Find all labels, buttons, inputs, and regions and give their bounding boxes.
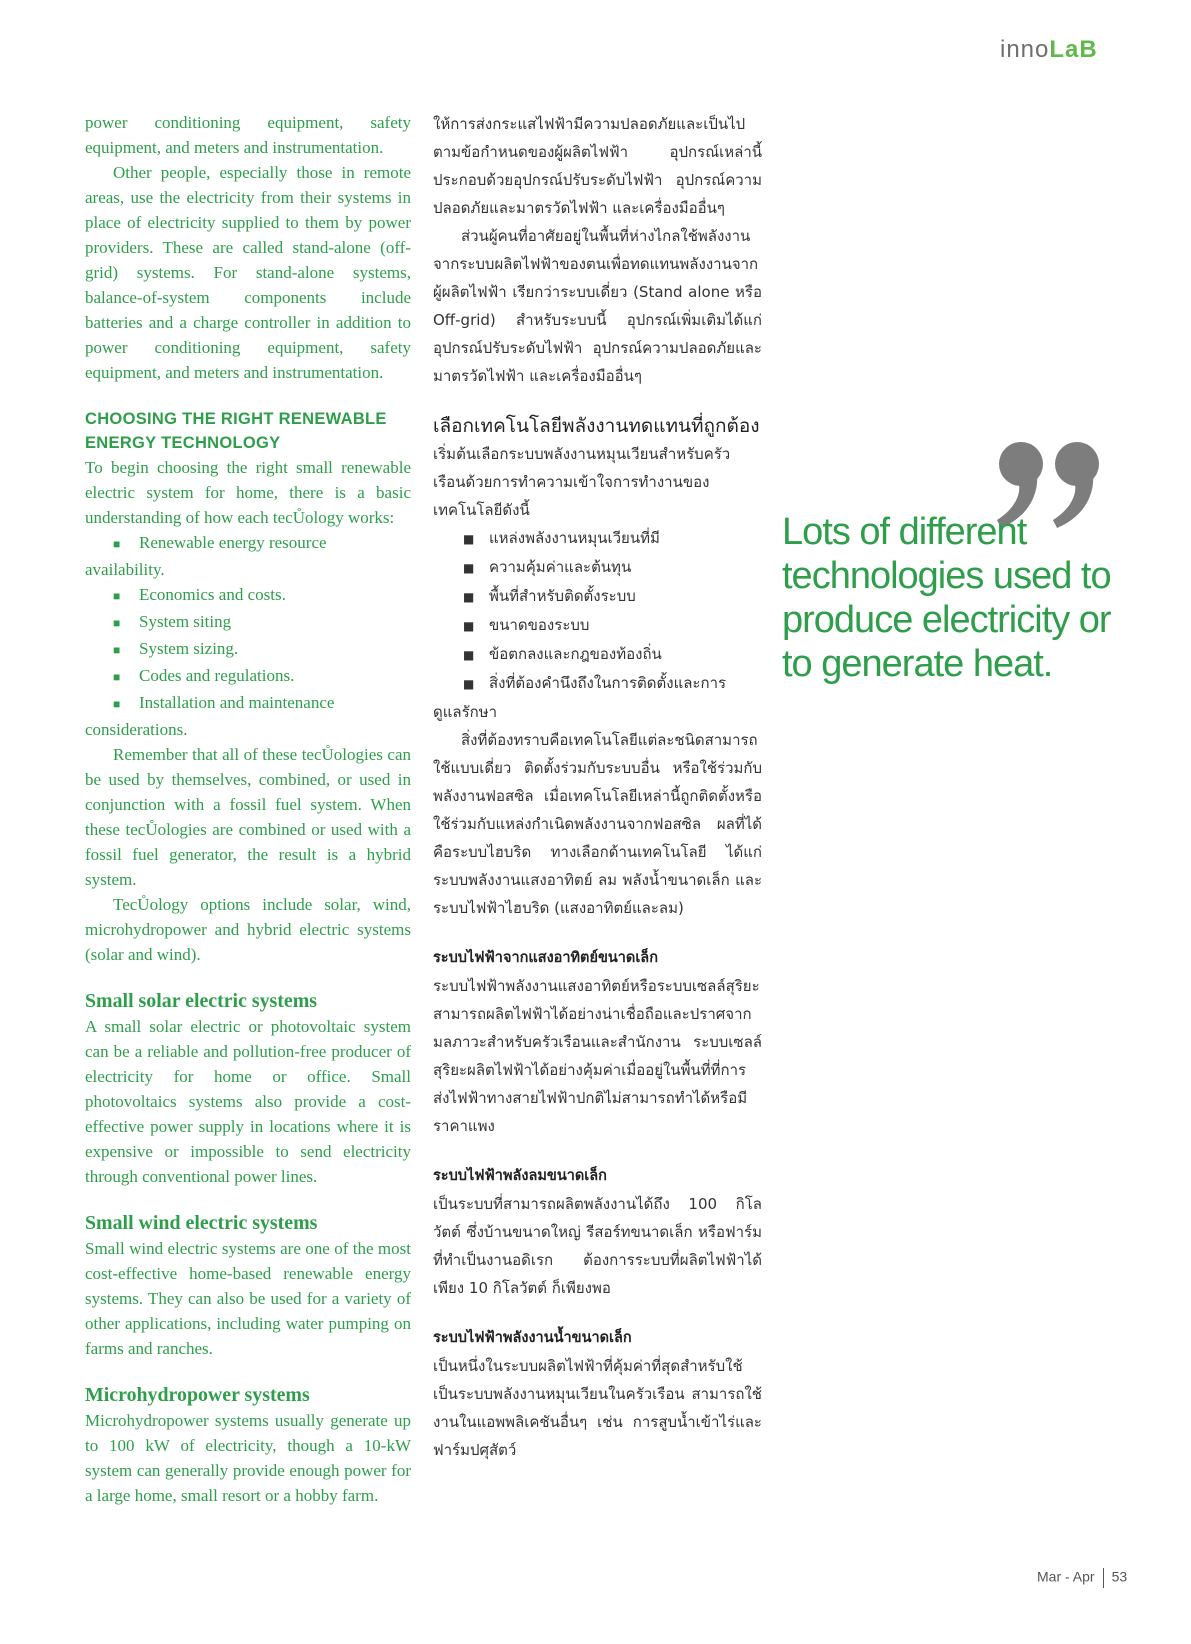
bullet-continuation: availability. <box>85 560 165 579</box>
bullet-marker: ■ <box>113 697 121 711</box>
logo-text-inno: inno <box>1000 36 1050 63</box>
bullet-item <box>433 611 762 640</box>
issue-label: Mar - Apr <box>1037 1568 1095 1585</box>
spacer <box>433 390 762 412</box>
bullet-text: ขนาดของระบบ <box>489 616 590 634</box>
bullet-marker: ■ <box>113 537 121 551</box>
spacer <box>85 1189 411 1211</box>
bullet-item <box>85 636 411 663</box>
bullet-text: Installation and maintenance <box>139 693 335 712</box>
en-paragraph: power conditioning equipment, safety equipment, and meters and instrumentation. <box>85 113 411 157</box>
innolab-logo <box>1000 36 1098 64</box>
bullet-item <box>433 669 762 698</box>
bullet-marker: ■ <box>463 677 475 691</box>
bullet-text: Renewable energy resource <box>139 533 327 552</box>
en-paragraph: Other people, especially those in remote areas, use the electricity from their systems in place of electricity supplied to them by power providers. These are called stand-alone (off-grid) systems. For stand-alone systems, balance-of-system components include batteries and a charge controller in addition to power conditioning equipment, safety equipment, and meters and instrumentation. <box>85 163 411 382</box>
bullet-text: System siting <box>139 612 232 631</box>
spacer <box>433 922 762 944</box>
section-heading: CHOOSING THE RIGHT RENEWABLE ENERGY TECHNOLOGY <box>85 410 387 452</box>
bullet-marker: ■ <box>463 532 475 546</box>
thai-column <box>433 110 762 1464</box>
section-heading-thai: เลือกเทคโนโลยีพลังงานทดแทนที่ถูกต้อง <box>433 415 760 437</box>
en-paragraph: Microhydropower systems usually generate up to 100 kW of electricity, though a 10-kW system can generally provide enough power for a large home, small resort or a hobby farm. <box>85 1411 411 1505</box>
subsection-heading: Small wind electric systems <box>85 1212 318 1234</box>
bullet-text: แหล่งพลังงานหมุนเวียนที่มี <box>489 529 660 547</box>
bullet-item <box>433 553 762 582</box>
en-paragraph: To begin choosing the right small renewable electric system for home, there is a basic understanding of how each tecŮology works: <box>85 458 411 527</box>
bullet-marker: ■ <box>463 648 475 662</box>
bullet-marker: ■ <box>463 561 475 575</box>
bullet-text: Economics and costs. <box>139 585 286 604</box>
bullet-text: สิ่งที่ต้องคำนึงถึงในการติดตั้งและการ <box>489 674 727 692</box>
subsection-heading-thai: ระบบไฟฟ้าพลังลมขนาดเล็ก <box>433 1168 607 1184</box>
bullet-item <box>433 640 762 669</box>
bullet-continuation: considerations. <box>85 720 188 739</box>
bullet-marker: ■ <box>463 590 475 604</box>
bullet-text: พื้นที่สำหรับติดตั้งระบบ <box>489 587 636 605</box>
en-paragraph: TecŮology options include solar, wind, microhydropower and hybrid electric systems (solar and wind). <box>85 895 411 964</box>
th-paragraph: ส่วนผู้คนที่อาศัยอยู่ในพื้นที่ห่างไกลใช้พลังงานจากระบบผลิตไฟฟ้าของตนเพื่อทดแทนพลังงานจากผู้ผลิตไฟฟ้า เรียกว่าระบบเดี่ยว (Stand alone หรือ Off-grid) สำหรับระบบนี้ อุปกรณ์เพิ่มเติมได้แก่อุปกรณ์ปรับระดับไฟฟ้า อุปกรณ์ความปลอดภัยและมาตรวัดไฟฟ้า และเครื่องมืออื่นๆ <box>433 227 762 385</box>
subsection-heading-thai: ระบบไฟฟ้าพลังงานน้ำขนาดเล็ก <box>433 1330 632 1346</box>
page-number: 53 <box>1111 1568 1128 1585</box>
bullet-item <box>85 530 411 557</box>
bullet-item <box>433 582 762 611</box>
th-paragraph: สิ่งที่ต้องทราบคือเทคโนโลยีแต่ละชนิดสามารถใช้แบบเดี่ยว ติดตั้งร่วมกับระบบอื่น หรือใช้ร่วมกับพลังงานฟอสซิล เมื่อเทคโนโลยีเหล่านี้ถูกติดตั้งหรือใช้ร่วมกับแหล่งกำเนิดพลังงานจากฟอสซิล ผลที่ได้คือระบบไฮบริด ทางเลือกด้านเทคโนโลยี ได้แก่ ระบบพลังงานแสงอาทิตย์ ลม พลังน้ำขนาดเล็ก และระบบไฟฟ้าไฮบริด (แสงอาทิตย์และลม) <box>433 731 762 917</box>
en-paragraph: A small solar electric or photovoltaic system can be a reliable and pollution-free producer of electricity for home or office. Small photovoltaics systems also provide a cost-effective power supply in locations where it is expensive or impossible to send electricity through conventional power lines. <box>85 1017 411 1186</box>
page-footer <box>1037 1568 1127 1588</box>
en-paragraph: Remember that all of these tecŮologies can be used by themselves, combined, or used in conjunction with a fossil fuel system. When these tecŮologies are combined or used with a fossil fuel generator, the result is a hybrid system. <box>85 745 411 889</box>
subsection-heading: Small solar electric systems <box>85 990 317 1012</box>
bullet-marker: ■ <box>113 643 121 657</box>
subsection-heading: Microhydropower systems <box>85 1384 310 1406</box>
th-paragraph: เป็นหนึ่งในระบบผลิตไฟฟ้าที่คุ้มค่าที่สุดสำหรับใช้เป็นระบบพลังงานหมุนเวียนในครัวเรือน สามารถใช้งานในแอพพลิเคชันอื่นๆ เช่น การสูบน้ำเข้าไร่และฟาร์มปศุสัตว์ <box>433 1357 762 1459</box>
bullet-marker: ■ <box>113 616 121 630</box>
th-paragraph: ให้การส่งกระแสไฟฟ้ามีความปลอดภัยและเป็นไปตามข้อกำหนดของผู้ผลิตไฟฟ้า อุปกรณ์เหล่านี้ประกอบด้วยอุปกรณ์ปรับระดับไฟฟ้า อุปกรณ์ความปลอดภัยและมาตรวัดไฟฟ้า และเครื่องมืออื่นๆ <box>433 115 762 217</box>
bullet-marker: ■ <box>463 619 475 633</box>
bullet-marker: ■ <box>113 589 121 603</box>
bullet-item <box>85 690 411 717</box>
bullet-continuation: ดูแลรักษา <box>433 703 498 721</box>
spacer <box>85 1361 411 1383</box>
english-column <box>85 110 411 1508</box>
pull-quote: Lots of different technologies used to produce electricity or to generate heat. <box>782 511 1111 685</box>
logo-text-lab: LaB <box>1049 36 1098 63</box>
bullet-text: ความคุ้มค่าและต้นทุน <box>489 558 632 576</box>
bullet-item <box>85 663 411 690</box>
spacer <box>85 967 411 989</box>
bullet-item <box>433 524 762 553</box>
spacer <box>433 1140 762 1162</box>
spacer <box>433 1302 762 1324</box>
subsection-heading-thai: ระบบไฟฟ้าจากแสงอาทิตย์ขนาดเล็ก <box>433 950 658 966</box>
bullet-text: ข้อตกลงและกฎของท้องถิ่น <box>489 645 662 663</box>
bullet-text: System sizing. <box>139 639 239 658</box>
bullet-text: Codes and regulations. <box>139 666 295 685</box>
bullet-item <box>85 582 411 609</box>
spacer <box>85 385 411 407</box>
bullet-marker: ■ <box>113 670 121 684</box>
en-paragraph: Small wind electric systems are one of the most cost-effective home-based renewable energy systems. They can also be used for a variety of other applications, including water pumping on farms and ranches. <box>85 1239 411 1358</box>
footer-divider <box>1103 1568 1104 1588</box>
bullet-item <box>85 609 411 636</box>
th-paragraph: ระบบไฟฟ้าพลังงานแสงอาทิตย์หรือระบบเซลล์สุริยะสามารถผลิตไฟฟ้าได้อย่างน่าเชื่อถือและปราศจากมลภาวะสำหรับครัวเรือนและสำนักงาน ระบบเซลล์สุริยะผลิตไฟฟ้าได้อย่างคุ้มค่าเมื่ออยู่ในพื้นที่ที่การส่งไฟฟ้าทางสายไฟฟ้าปกติไม่สามารถทำได้หรือมีราคาแพง <box>433 977 762 1135</box>
th-paragraph: เริ่มต้นเลือกระบบพลังงานหมุนเวียนสำหรับครัวเรือนด้วยการทำความเข้าใจการทำงานของเทคโนโลยีดังนี้ <box>433 445 731 519</box>
th-paragraph: เป็นระบบที่สามารถผลิตพลังงานได้ถึง 100 กิโลวัตต์ ซึ่งบ้านขนาดใหญ่ รีสอร์ทขนาดเล็ก หรือฟาร์มที่ทำเป็นงานอดิเรก ต้องการระบบที่ผลิตไฟฟ้าได้เพียง 10 กิโลวัตต์ ก็เพียงพอ <box>433 1195 762 1297</box>
